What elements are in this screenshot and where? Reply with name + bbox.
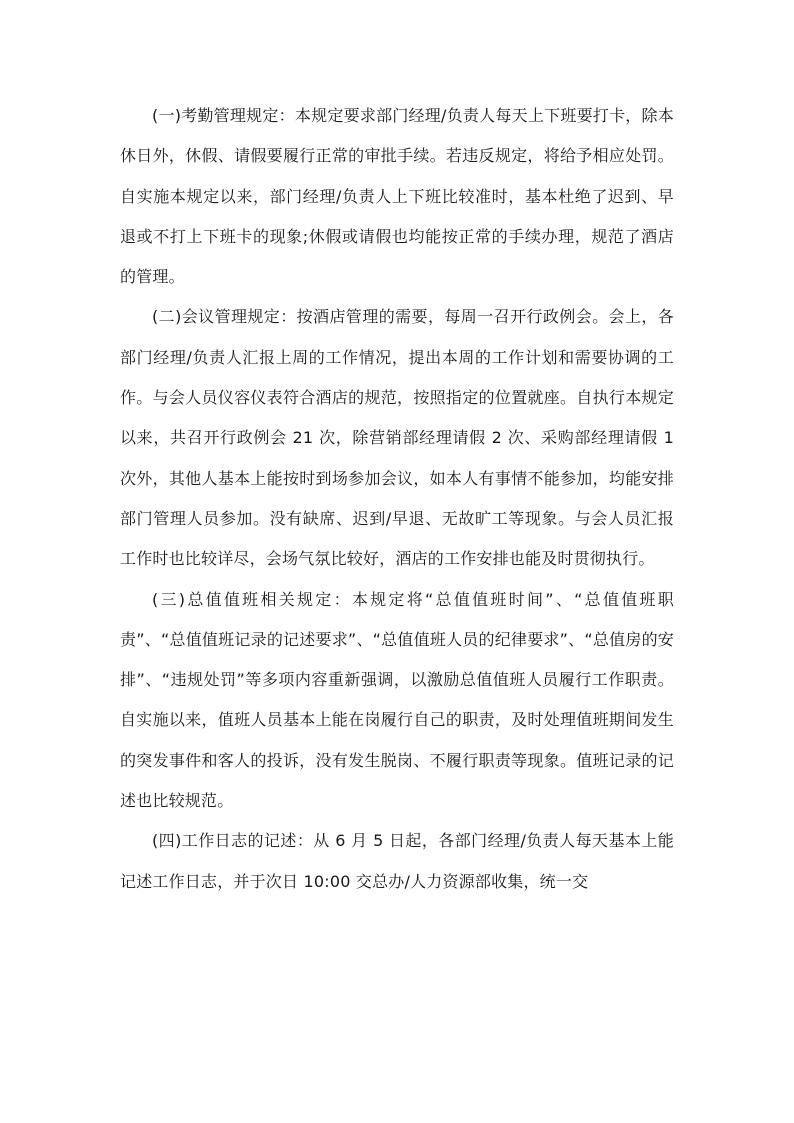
document-page xyxy=(120,96,674,902)
paragraph-meeting-rules: (二)会议管理规定：按酒店管理的需要，每周一召开行政例会。会上，各部门经理/负责人汇报上周的工作情况，提出本周的工作计划和需要协调的工作。与会人员仪容仪表符合酒店的规范，按照指定的位置就座。自执行本规定以来，共召开行政例会 21 次，除营销部经理请假 2 次、采购部经理请假 1 次外，其他人基本上能按时到场参加会议，如本人有事情不能参加，均能安排部门管理人员参加。没有缺席、迟到/早退、无故旷工等现象。与会人员汇报工作时也比较详尽，会场气氛比较好，酒店的工作安排也能及时贯彻执行。 xyxy=(120,307,674,569)
paragraph-attendance-rules: (一)考勤管理规定：本规定要求部门经理/负责人每天上下班要打卡，除本休日外，休假、请假要履行正常的审批手续。若违反规定，将给予相应处罚。自实施本规定以来，部门经理/负责人上下班比较准时，基本杜绝了迟到、早退或不打上下班卡的现象;休假或请假也均能按正常的手续办理，规范了酒店的管理。 xyxy=(120,106,674,287)
paragraph-duty-manager-rules: (三)总值值班相关规定：本规定将“总值值班时间”、“总值值班职责”、“总值值班记录的记述要求”、“总值值班人员的纪律要求”、“总值房的安排”、“违规处罚”等多项内容重新强调，以激励总值值班人员履行工作职责。自实施以来，值班人员基本上能在岗履行自己的职责，及时处理值班期间发生的突发事件和客人的投诉，没有发生脱岗、不履行职责等现象。值班记录的记述也比较规范。 xyxy=(120,589,674,811)
paragraph-work-log: (四)工作日志的记述：从 6 月 5 日起，各部门经理/负责人每天基本上能记述工作日志，并于次日 10:00 交总办/人力资源部收集，统一交 xyxy=(120,831,674,891)
